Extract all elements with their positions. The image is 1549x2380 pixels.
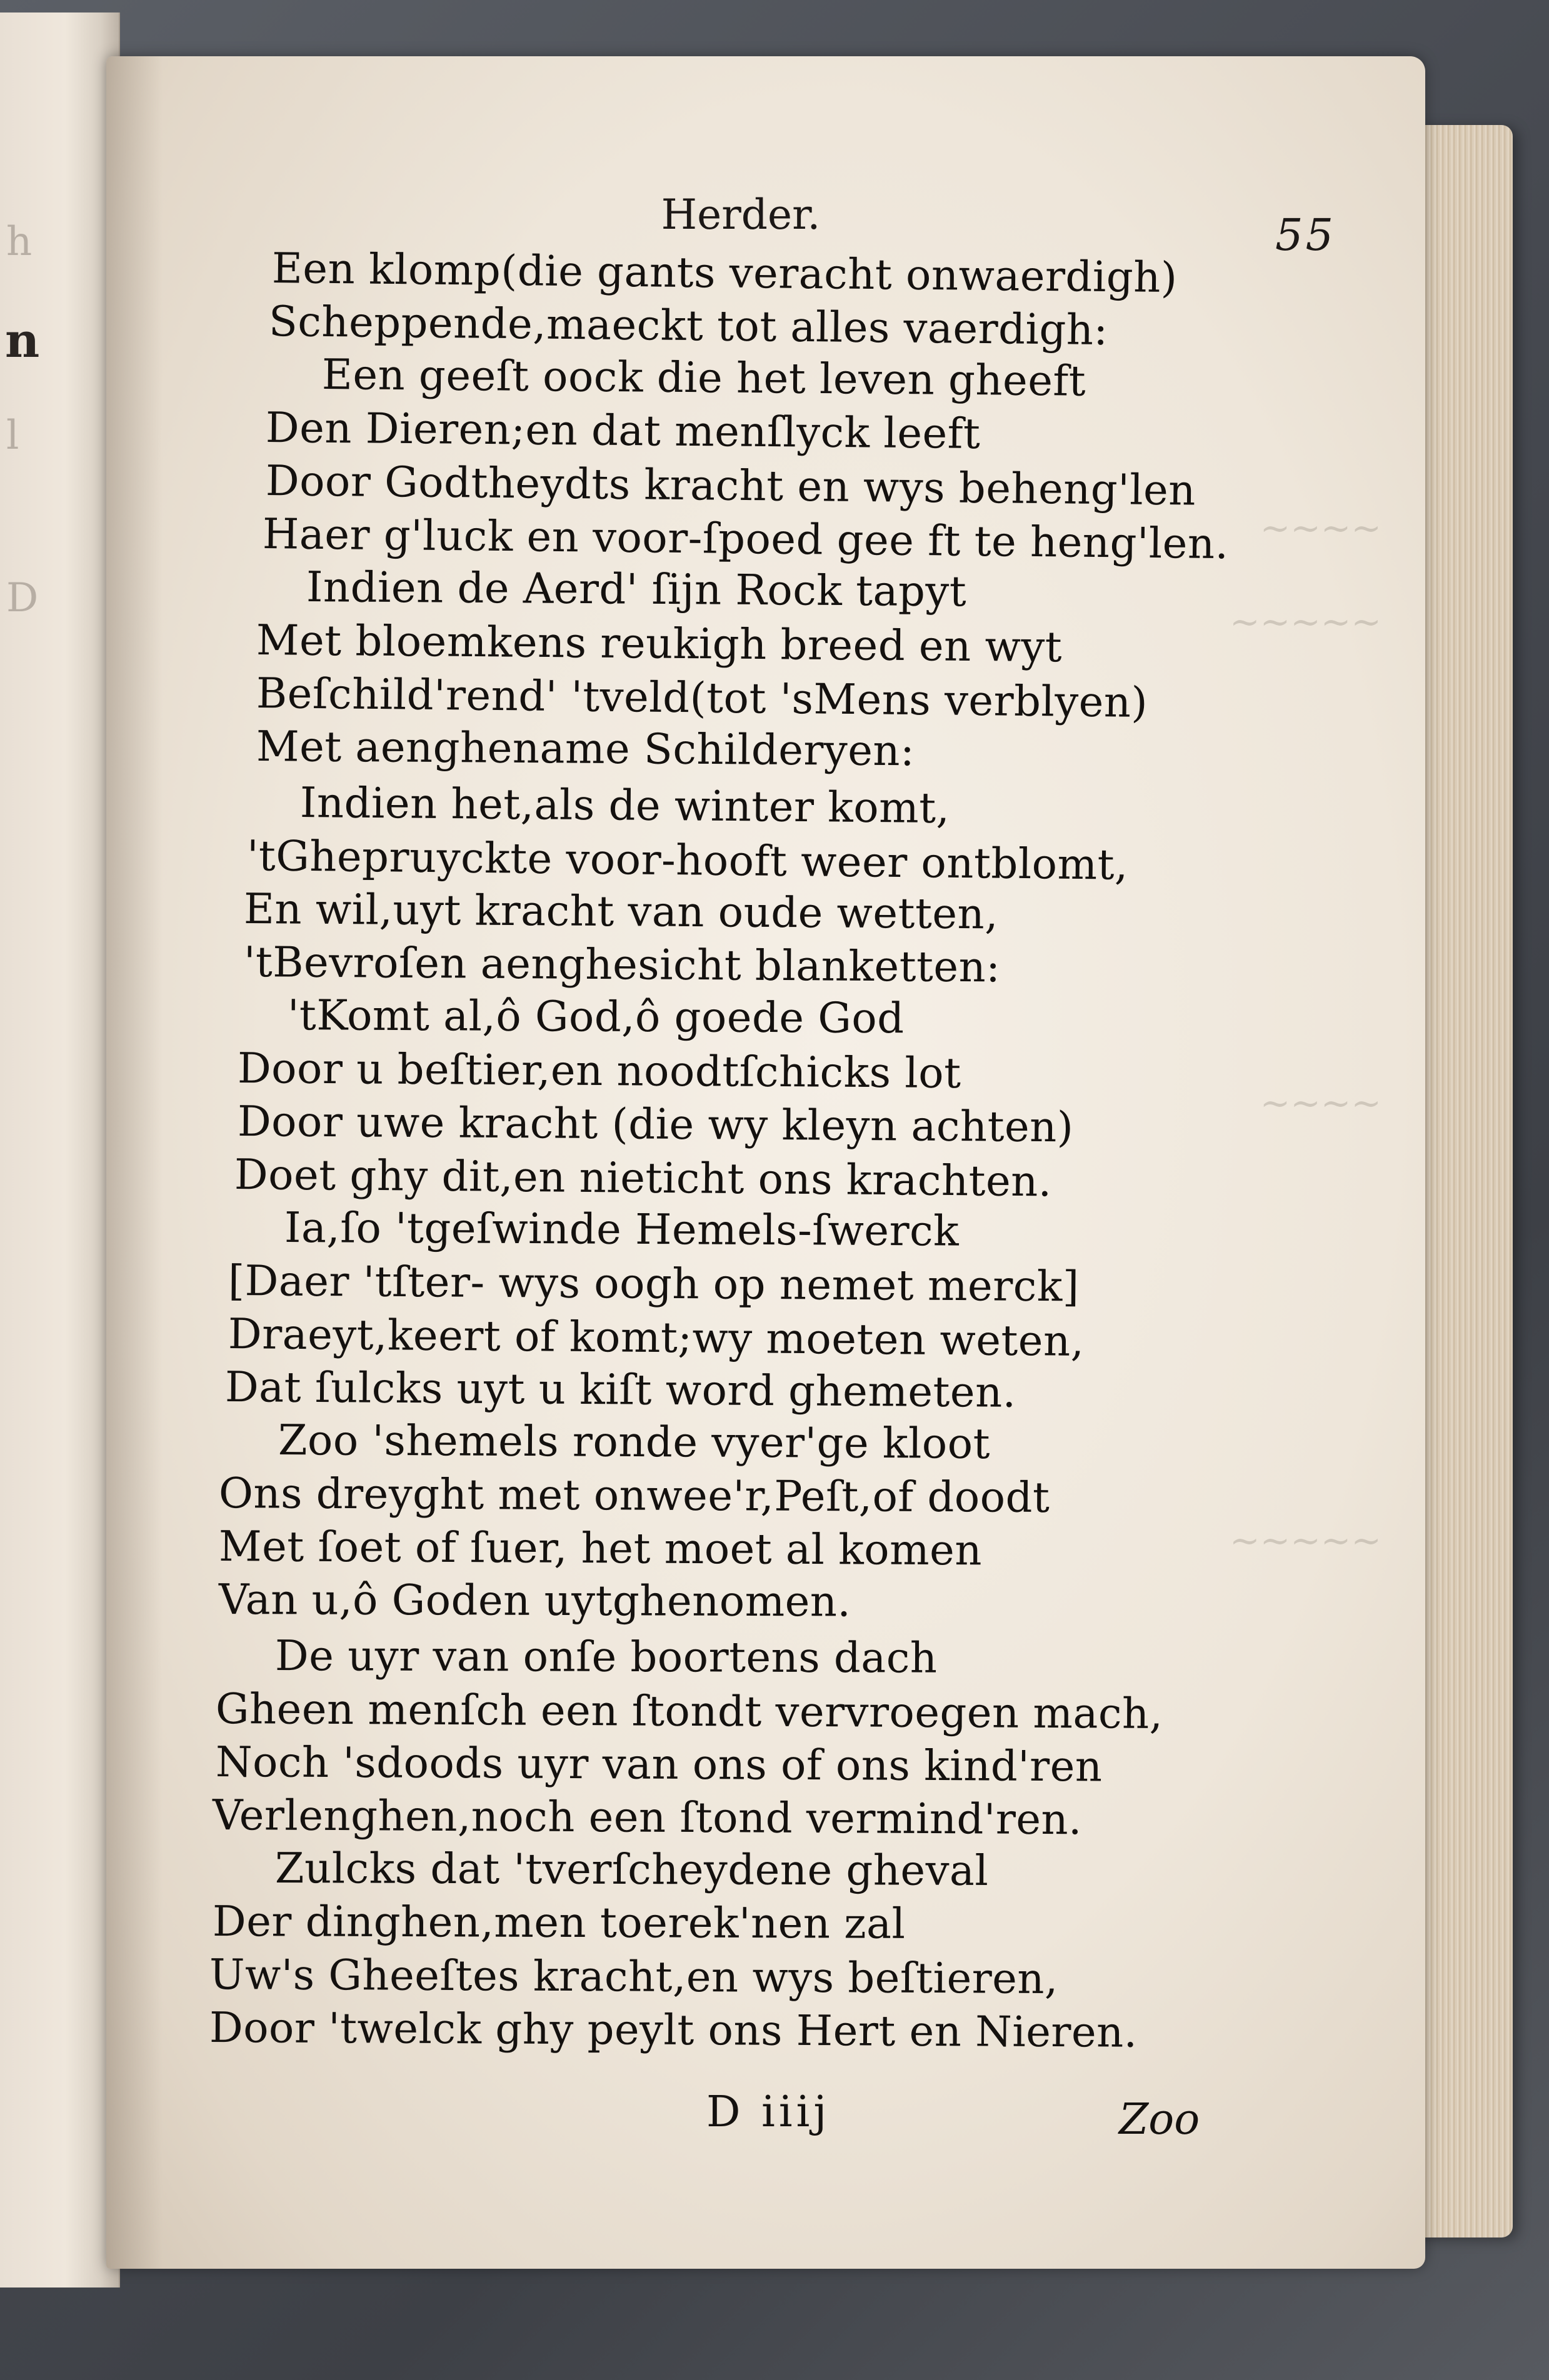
running-header: Herder. bbox=[661, 191, 821, 239]
poem-line: 'tBevroſen aenghesicht blanketten: bbox=[243, 938, 1001, 992]
poem-line: Zulcks dat 'tverſcheydene gheval bbox=[274, 1844, 989, 1895]
poem-line: Uw's Gheeſtes kracht,en wys beſtieren, bbox=[209, 1950, 1059, 2004]
poem-line: De uyr van onſe boortens dach bbox=[274, 1631, 938, 1682]
poem-line: Ia,ſo 'tgeſwinde Hemels-ſwerck bbox=[284, 1203, 960, 1256]
poem-line: Der dinghen,men toerek'nen zal bbox=[212, 1897, 906, 1948]
poem-line: Indien het,als de winter komt, bbox=[299, 778, 950, 833]
show-through-text: ~~~~~ bbox=[1230, 1519, 1381, 1562]
catchword: Zoo bbox=[1119, 2095, 1200, 2144]
poem-line: Den Dieren;en dat menſlyck leeft bbox=[265, 403, 981, 458]
faded-text: h bbox=[6, 219, 33, 265]
poem-line: Een geeſt oock die het leven gheeft bbox=[321, 350, 1086, 406]
poem-line: Met bloemkens reukigh breed en wyt bbox=[256, 616, 1063, 672]
faded-text: l bbox=[6, 412, 19, 459]
poem-line: Beſchild'rend' 'tveld(tot 'sMens verblyen) bbox=[256, 669, 1148, 727]
poem-line: Noch 'sdoods uyr van ons of ons kind'ren bbox=[215, 1738, 1103, 1791]
left-page-fragment: n bbox=[5, 312, 40, 368]
show-through-text: ~~~~ bbox=[1260, 1082, 1381, 1124]
poem-line: Verlenghen,noch een ſtond vermind'ren. bbox=[212, 1791, 1083, 1844]
page-number: 55 bbox=[1275, 209, 1336, 261]
poem-line: Door Godtheydts kracht en wys beheng'len bbox=[265, 456, 1196, 515]
poem-line: Scheppende,maeckt tot alles vaerdigh: bbox=[268, 297, 1108, 355]
poem-line: Haer g'luck en voor-ſpoed gee ft te heng'len. bbox=[262, 509, 1229, 569]
poem-line: Door uwe kracht (die wy kleyn achten) bbox=[237, 1097, 1074, 1152]
poem-line: Doet ghy dit,en nieticht ons krachten. bbox=[234, 1150, 1052, 1206]
poem-line: Door 'twelck ghy peylt ons Hert en Nieren. bbox=[209, 2003, 1138, 2057]
poem-line: Gheen menſch een ſtondt vervroegen mach, bbox=[215, 1684, 1163, 1738]
poem-line: Draeyt,keert of komt;wy moeten weten, bbox=[228, 1309, 1085, 1366]
signature-mark: D iiij bbox=[706, 2088, 831, 2137]
poem-line: [Daer 'tſter- wys oogh op nemet merck] bbox=[228, 1256, 1080, 1311]
poem-line: Een klomp(die gants veracht onwaerdigh) bbox=[271, 244, 1178, 302]
poem-line: Ons dreyght met onwee'r,Peſt,of doodt bbox=[218, 1469, 1050, 1522]
show-through-text: ~~~~~ bbox=[1230, 601, 1381, 643]
faded-text: D bbox=[6, 575, 39, 621]
poem-line: Van u,ô Goden uytghenomen. bbox=[218, 1575, 851, 1626]
poem-line: Dat ſulcks uyt u kiſt word ghemeten. bbox=[224, 1362, 1016, 1417]
book-page bbox=[106, 56, 1425, 2269]
poem-line: 'tKomt al,ô God,ô goede God bbox=[287, 991, 905, 1043]
poem-line: Door u beſtier,en noodtſchicks lot bbox=[237, 1044, 961, 1098]
poem-line: Met aenghename Schilderyen: bbox=[256, 722, 915, 776]
poem-line: Zoo 'shemels ronde vyer'ge kloot bbox=[278, 1416, 991, 1468]
left-facing-page bbox=[0, 12, 120, 2288]
poem-text bbox=[106, 56, 1425, 2269]
show-through-text: ~~~~ bbox=[1260, 507, 1381, 549]
poem-line: Indien de Aerd' ſijn Rock tapyt bbox=[306, 562, 967, 616]
poem-line: Met ſoet of ſuer, het moet al komen bbox=[218, 1522, 983, 1575]
poem-line: 'tGhepruyckte voor-hooft weer ontblomt, bbox=[246, 831, 1129, 889]
poem-line: En wil,uyt kracht van oude wetten, bbox=[243, 884, 999, 939]
